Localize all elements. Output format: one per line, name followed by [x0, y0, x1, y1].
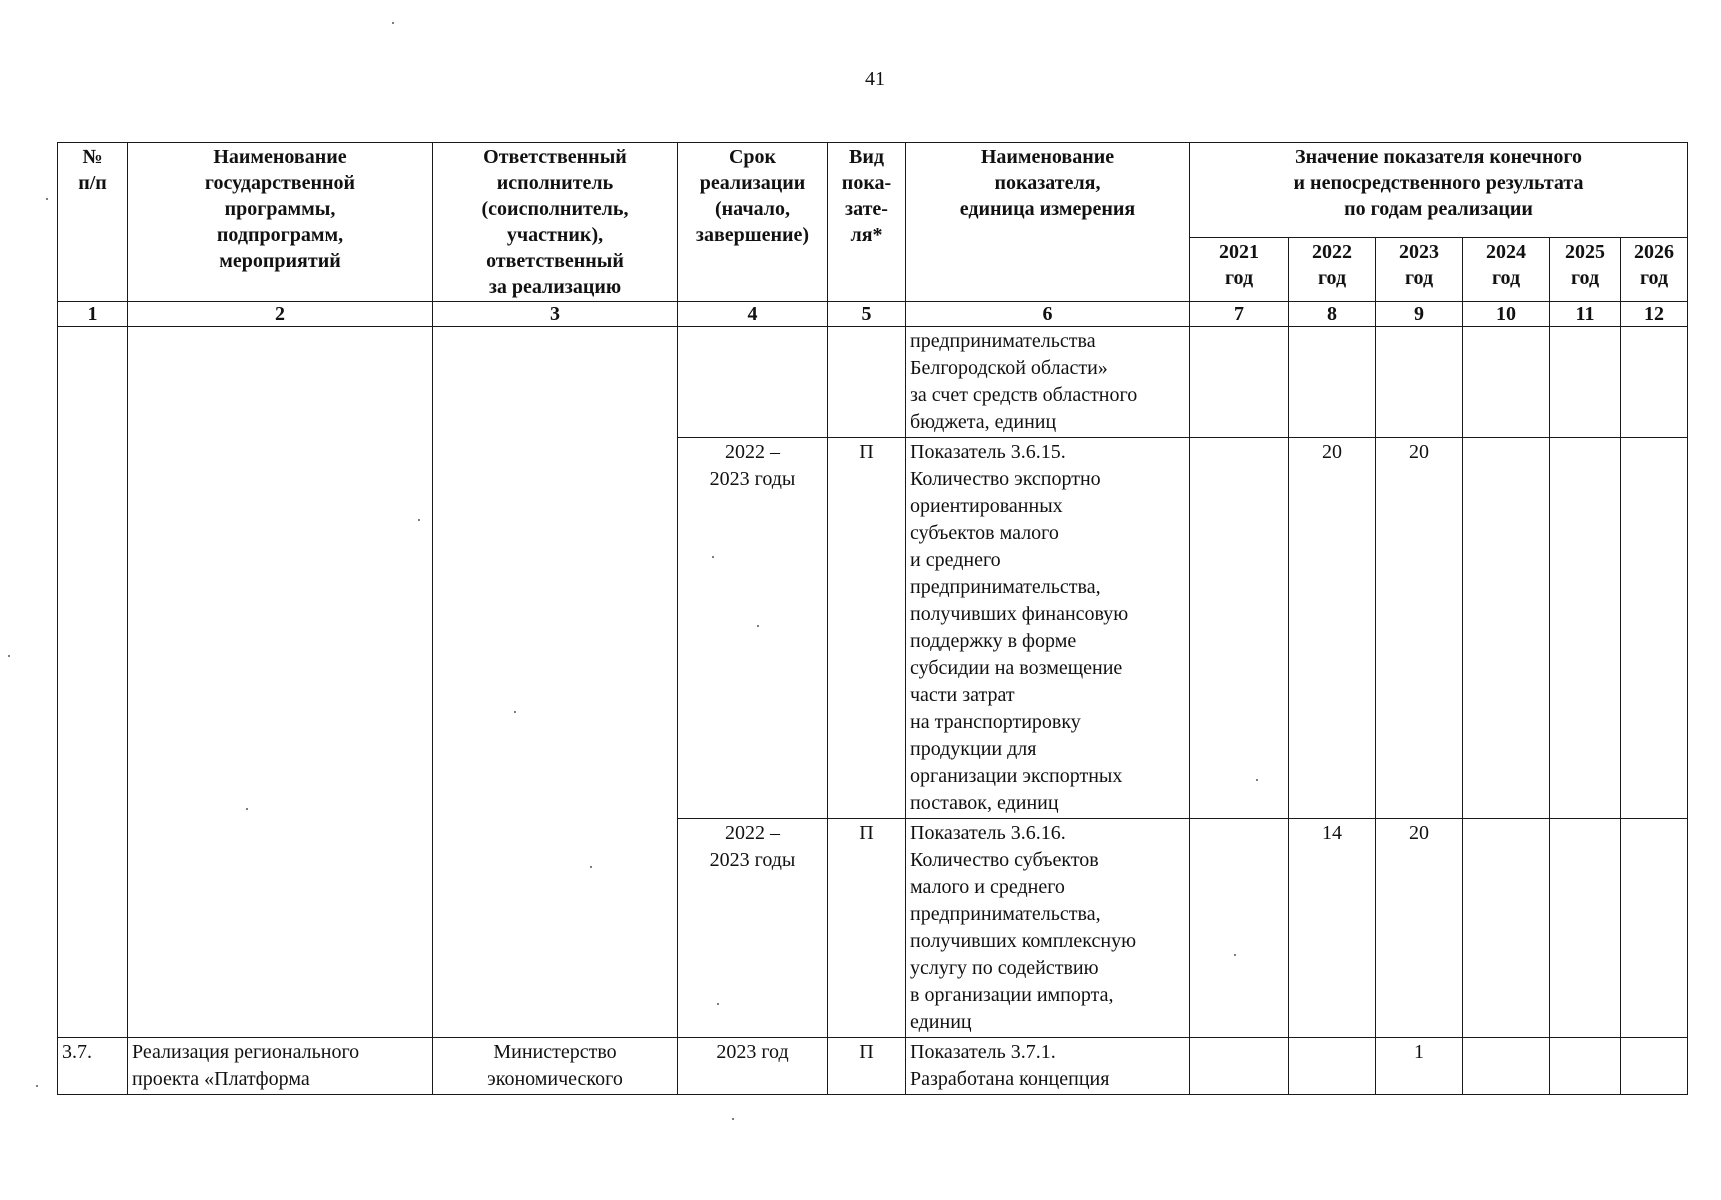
header-values-group: Значение показателя конечного и непосредственного результата по годам реализации [1190, 143, 1688, 238]
header-year-2026: 2026 год [1621, 237, 1688, 301]
column-number: 4 [678, 302, 828, 327]
cell-indicator-name: Показатель 3.6.15. Количество экспортно ориентированных субъектов малого и среднего предпринимательства, получивших финансовую поддержку в форме субсидии на возмещение части затрат на транспортировку продукции для организации экспортных поставок, единиц [906, 438, 1190, 819]
cell-executor: Министерство экономического [433, 1038, 678, 1095]
cell-indicator-name: Показатель 3.6.16. Количество субъектов малого и среднего предпринимательства, получивших комплексную услугу по содействию в организации импорта, единиц [906, 819, 1190, 1038]
column-number: 7 [1190, 302, 1289, 327]
cell-value-2023: 1 [1376, 1038, 1463, 1095]
header-number: № п/п [58, 143, 128, 302]
cell-value-2022: 14 [1289, 819, 1376, 1038]
header-indicator-name: Наименование показателя, единица измерения [906, 143, 1190, 302]
scan-speck [36, 1085, 38, 1087]
column-number: 8 [1289, 302, 1376, 327]
cell-term [678, 327, 828, 438]
column-number: 12 [1621, 302, 1688, 327]
cell-program-name [128, 327, 433, 1038]
cell-value-2024 [1463, 1038, 1550, 1095]
column-number: 1 [58, 302, 128, 327]
cell-value-2022: 20 [1289, 438, 1376, 819]
scan-speck [392, 22, 394, 24]
header-year-2023: 2023 год [1376, 237, 1463, 301]
cell-value-2023 [1376, 327, 1463, 438]
header-year-2021: 2021 год [1190, 237, 1289, 301]
cell-indicator-name: предпринимательства Белгородской области» за счет средств областного бюджета, единиц [906, 327, 1190, 438]
cell-value-2021 [1190, 438, 1289, 819]
cell-value-2026 [1621, 1038, 1688, 1095]
header-row [58, 143, 1688, 238]
scan-speck [46, 198, 48, 200]
scan-speck [246, 808, 248, 810]
header-year-2022: 2022 год [1289, 237, 1376, 301]
cell-indicator-kind: П [828, 438, 906, 819]
header-term: Срок реализации (начало, завершение) [678, 143, 828, 302]
scan-speck [712, 556, 714, 558]
cell-value-2023: 20 [1376, 819, 1463, 1038]
cell-value-2026 [1621, 438, 1688, 819]
cell-program-name: Реализация регионального проекта «Платформа [128, 1038, 433, 1095]
header-year-2024: 2024 год [1463, 237, 1550, 301]
scan-speck [757, 625, 759, 627]
cell-value-2024 [1463, 819, 1550, 1038]
scan-speck [418, 519, 420, 521]
program-indicators-table [57, 142, 1688, 1095]
scan-speck [514, 711, 516, 713]
cell-number: 3.7. [58, 1038, 128, 1095]
header-year-2025: 2025 год [1550, 237, 1621, 301]
scan-speck [1234, 954, 1236, 956]
column-number: 11 [1550, 302, 1621, 327]
column-number: 10 [1463, 302, 1550, 327]
header-executor: Ответственный исполнитель (соисполнитель, участник), ответственный за реализацию [433, 143, 678, 302]
cell-term: 2022 – 2023 годы [678, 819, 828, 1038]
cell-value-2025 [1550, 819, 1621, 1038]
column-number: 3 [433, 302, 678, 327]
cell-executor [433, 327, 678, 1038]
column-number: 2 [128, 302, 433, 327]
cell-term: 2023 год [678, 1038, 828, 1095]
cell-value-2021 [1190, 327, 1289, 438]
cell-value-2025 [1550, 438, 1621, 819]
page-number: 41 [865, 68, 885, 90]
cell-term: 2022 – 2023 годы [678, 438, 828, 819]
scan-speck [8, 655, 10, 657]
cell-value-2025 [1550, 1038, 1621, 1095]
scan-speck [1256, 779, 1258, 781]
cell-value-2022 [1289, 1038, 1376, 1095]
table-row [58, 327, 1688, 438]
scan-speck [717, 1003, 719, 1005]
cell-value-2021 [1190, 1038, 1289, 1095]
cell-value-2025 [1550, 327, 1621, 438]
cell-value-2026 [1621, 819, 1688, 1038]
scan-speck [732, 1118, 734, 1120]
header-indicator-kind: Вид пока- зате- ля* [828, 143, 906, 302]
cell-value-2023: 20 [1376, 438, 1463, 819]
cell-indicator-kind: П [828, 1038, 906, 1095]
table-row [58, 1038, 1688, 1095]
column-number: 9 [1376, 302, 1463, 327]
cell-indicator-name: Показатель 3.7.1. Разработана концепция [906, 1038, 1190, 1095]
cell-value-2022 [1289, 327, 1376, 438]
cell-value-2024 [1463, 327, 1550, 438]
cell-value-2026 [1621, 327, 1688, 438]
cell-value-2021 [1190, 819, 1289, 1038]
column-numbers-row [58, 302, 1688, 327]
column-number: 6 [906, 302, 1190, 327]
column-number: 5 [828, 302, 906, 327]
cell-number [58, 327, 128, 1038]
cell-indicator-kind [828, 327, 906, 438]
cell-indicator-kind: П [828, 819, 906, 1038]
header-program-name: Наименование государственной программы, подпрограмм, мероприятий [128, 143, 433, 302]
scan-speck [590, 866, 592, 868]
cell-value-2024 [1463, 438, 1550, 819]
